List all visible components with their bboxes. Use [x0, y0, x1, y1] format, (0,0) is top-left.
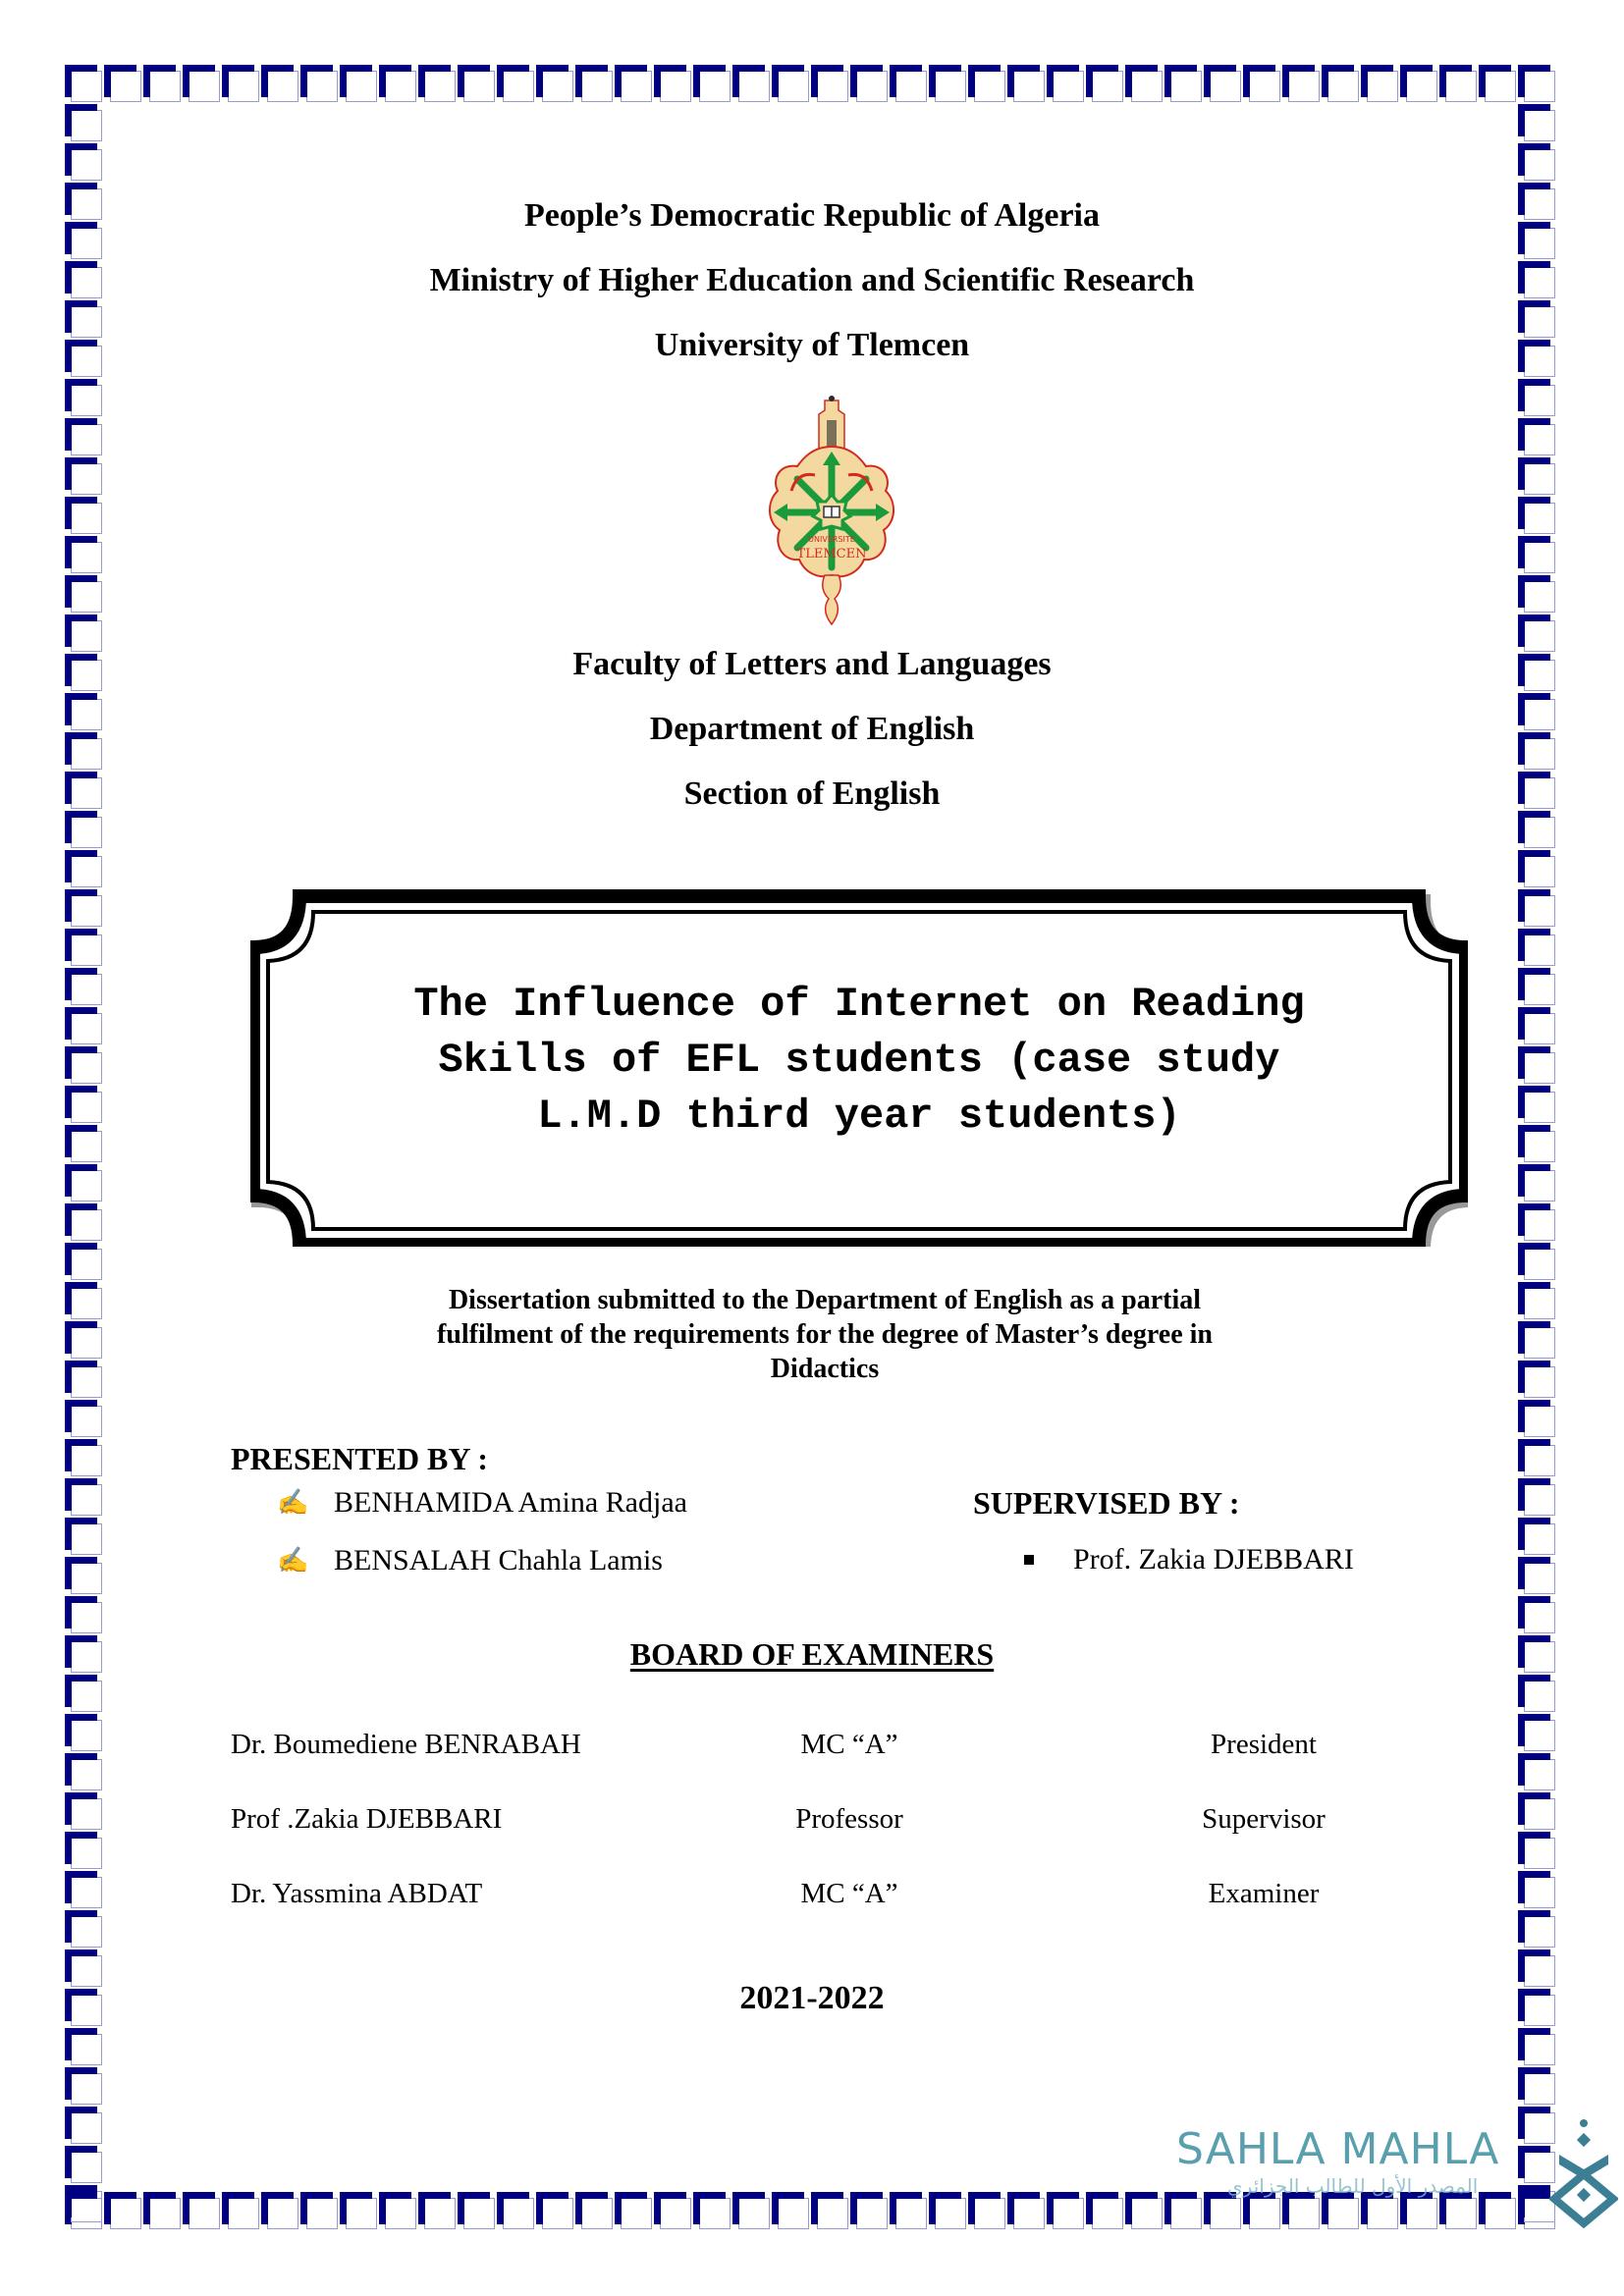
border-tile [65, 1714, 104, 1753]
border-tile [458, 65, 497, 104]
border-tile [1518, 1832, 1557, 1871]
border-tile [65, 104, 104, 143]
border-tile [1518, 1792, 1557, 1832]
border-tile [183, 2192, 222, 2231]
border-tile [1518, 889, 1557, 929]
examiner-row [231, 1799, 1409, 1839]
border-tile [65, 1910, 104, 1949]
border-tile [418, 65, 458, 104]
border-tile [1243, 65, 1282, 104]
border-tile [300, 65, 340, 104]
border-tile [65, 1478, 104, 1518]
border-tile [1518, 850, 1557, 889]
border-tile [418, 2192, 458, 2231]
examiner-name: Dr. Yassmina ABDAT [231, 1878, 483, 1909]
examiner-role: Supervisor [1202, 1803, 1326, 1835]
sahla-mahla-logo-icon [1549, 2115, 1618, 2233]
supervised-by-heading: SUPERVISED BY : [973, 1485, 1240, 1521]
border-tile [458, 2192, 497, 2231]
border-tile [1518, 104, 1557, 143]
border-tile [222, 65, 261, 104]
border-tile [1518, 1164, 1557, 1203]
border-tile [1518, 457, 1557, 497]
border-tile [65, 379, 104, 418]
border-tile [497, 2192, 536, 2231]
border-tile [65, 1243, 104, 1282]
border-tile [65, 418, 104, 457]
dissertation-title [270, 977, 1448, 1145]
border-tile [1086, 65, 1125, 104]
border-tile [261, 2192, 300, 2231]
border-tile [65, 536, 104, 575]
border-tile [104, 65, 143, 104]
border-tile [1518, 2028, 1557, 2067]
border-tile [340, 65, 379, 104]
faculty-name: Faculty of Letters and Languages [572, 646, 1052, 682]
border-tile [772, 65, 811, 104]
border-tile [1086, 2192, 1125, 2231]
border-tile [536, 2192, 575, 2231]
border-tile [65, 2067, 104, 2107]
border-tile [1479, 65, 1518, 104]
border-tile [1518, 811, 1557, 850]
border-tile [1518, 1243, 1557, 1282]
border-tile [65, 1675, 104, 1714]
submission-statement: Dissertation submitted to the Department of English as a partial fulfilment of the requirements for the degree of Master’s degree in Didactics [436, 1285, 1213, 1384]
university-name: University of Tlemcen [654, 327, 970, 363]
border-tile [1282, 65, 1322, 104]
border-tile [1518, 1400, 1557, 1439]
presented-by-heading: PRESENTED BY : [231, 1441, 488, 1476]
border-tile [65, 575, 104, 614]
border-tile [65, 2107, 104, 2146]
border-tile [104, 2192, 143, 2231]
border-tile [1518, 1361, 1557, 1400]
border-tile [65, 889, 104, 929]
border-tile [811, 65, 850, 104]
border-tile [1518, 1910, 1557, 1949]
border-tile [1439, 65, 1479, 104]
board-of-examiners-heading: BOARD OF EXAMINERS [629, 1636, 995, 1672]
border-tile [497, 65, 536, 104]
examiner-name: Dr. Boumediene BENRABAH [231, 1729, 581, 1760]
border-tile [65, 1557, 104, 1596]
author-1: ✍ BENHAMIDA Amina Radjaa [277, 1486, 687, 1519]
border-tile [65, 1282, 104, 1321]
border-tile [850, 65, 890, 104]
border-tile [1518, 497, 1557, 536]
border-tile [1047, 65, 1086, 104]
border-tile [693, 2192, 732, 2231]
examiner-grade: MC “A” [800, 1878, 898, 1909]
examiner-row [231, 1725, 1409, 1764]
writing-hand-icon: ✍ [277, 1488, 309, 1517]
border-tile [929, 65, 968, 104]
examiner-role: President [1211, 1729, 1317, 1760]
author-2: ✍ BENSALAH Chahla Lamis [277, 1544, 663, 1576]
border-tile [65, 1007, 104, 1046]
border-tile [65, 1203, 104, 1243]
examiner-grade: MC “A” [800, 1729, 898, 1760]
border-tile [1125, 2192, 1164, 2231]
border-tile [65, 1518, 104, 1557]
border-tile [1518, 1203, 1557, 1243]
border-tile [615, 2192, 654, 2231]
border-tile [1518, 379, 1557, 418]
department-name: Department of English [649, 711, 975, 747]
border-tile [1007, 2192, 1047, 2231]
border-tile [654, 2192, 693, 2231]
border-tile [1125, 65, 1164, 104]
border-tile [811, 2192, 850, 2231]
border-tile [65, 1361, 104, 1400]
border-tile [1518, 536, 1557, 575]
examiner-grade: Professor [795, 1803, 903, 1835]
border-tile [1518, 929, 1557, 968]
border-tile [850, 2192, 890, 2231]
border-tile [65, 65, 104, 104]
border-tile [65, 811, 104, 850]
border-tile [143, 2192, 183, 2231]
watermark-subtext: المصدر الأول للطالب الجزائري [1227, 2174, 1479, 2198]
examiner-role: Examiner [1208, 1878, 1320, 1909]
border-tile [615, 65, 654, 104]
border-tile [65, 1596, 104, 1635]
border-tile [65, 143, 104, 183]
watermark-text: SAHLA MAHLA [1176, 2124, 1500, 2174]
border-tile [536, 65, 575, 104]
border-tile [1400, 65, 1439, 104]
border-tile [1322, 65, 1361, 104]
ministry-name: Ministry of Higher Education and Scientific Research [429, 262, 1195, 298]
border-tile [1518, 65, 1557, 104]
border-tile [654, 65, 693, 104]
country-name: People’s Democratic Republic of Algeria [523, 197, 1101, 234]
border-tile [65, 2185, 104, 2224]
border-tile [65, 1046, 104, 1086]
border-tile [65, 457, 104, 497]
border-tile [1518, 1439, 1557, 1478]
border-tile [1361, 65, 1400, 104]
border-tile [379, 2192, 418, 2231]
border-tile [379, 65, 418, 104]
border-tile [732, 2192, 772, 2231]
border-tile [65, 1753, 104, 1792]
border-tile [65, 497, 104, 536]
border-tile [772, 2192, 811, 2231]
border-tile [261, 65, 300, 104]
title-line-1: The Influence of Internet on Reading [413, 981, 1305, 1028]
border-tile [1518, 1478, 1557, 1518]
border-tile [300, 2192, 340, 2231]
border-tile [1518, 1282, 1557, 1321]
border-tile [1518, 1596, 1557, 1635]
border-tile [143, 65, 183, 104]
border-tile [1518, 2067, 1557, 2107]
border-tile [222, 2192, 261, 2231]
border-tile [1518, 1007, 1557, 1046]
border-tile [575, 2192, 615, 2231]
border-tile [65, 1321, 104, 1361]
academic-year: 2021-2022 [739, 1980, 885, 2016]
border-tile [1518, 575, 1557, 614]
examiner-name: Prof .Zakia DJEBBARI [231, 1803, 503, 1835]
border-tile [693, 65, 732, 104]
section-name: Section of English [683, 775, 941, 812]
border-tile [1518, 1675, 1557, 1714]
bullet-square-icon [1024, 1555, 1034, 1565]
sahla-mahla-watermark [1168, 2125, 1561, 2223]
border-tile [65, 2146, 104, 2185]
border-tile [183, 65, 222, 104]
border-tile [65, 1792, 104, 1832]
border-tile [65, 850, 104, 889]
border-tile [1007, 65, 1047, 104]
university-emblem-icon [768, 393, 895, 628]
title-line-2: Skills of EFL students (case study [438, 1037, 1280, 1084]
border-tile [1518, 1518, 1557, 1557]
border-tile [1518, 1046, 1557, 1086]
border-tile [1518, 1871, 1557, 1910]
border-tile [968, 65, 1007, 104]
border-tile [65, 1832, 104, 1871]
border-tile [1518, 143, 1557, 183]
border-tile [890, 65, 929, 104]
border-tile [1518, 1557, 1557, 1596]
border-tile [1518, 968, 1557, 1007]
border-tile [65, 968, 104, 1007]
border-tile [1518, 418, 1557, 457]
border-tile [890, 2192, 929, 2231]
border-tile [1518, 1753, 1557, 1792]
border-tile [340, 2192, 379, 2231]
examiner-row [231, 1874, 1409, 1913]
border-tile [65, 2028, 104, 2067]
border-tile [1518, 1086, 1557, 1125]
border-tile [1518, 1321, 1557, 1361]
border-tile [929, 2192, 968, 2231]
border-tile [732, 65, 772, 104]
border-tile [1204, 65, 1243, 104]
border-tile [65, 1439, 104, 1478]
border-tile [1164, 65, 1204, 104]
border-tile [575, 65, 615, 104]
border-tile [65, 1164, 104, 1203]
border-tile [1518, 1125, 1557, 1164]
svg-text:UNIVERSITE: UNIVERSITE [808, 535, 855, 544]
title-line-3: L.M.D third year students) [537, 1093, 1181, 1140]
supervisor: Prof. Zakia DJEBBARI [1024, 1542, 1354, 1577]
border-tile [65, 1871, 104, 1910]
border-tile [65, 1125, 104, 1164]
border-tile [65, 1086, 104, 1125]
border-tile [65, 1400, 104, 1439]
svg-text:TLEMCEN: TLEMCEN [796, 547, 867, 561]
writing-hand-icon: ✍ [277, 1546, 309, 1575]
border-tile [1518, 1714, 1557, 1753]
border-tile [968, 2192, 1007, 2231]
border-tile [65, 929, 104, 968]
border-tile [1047, 2192, 1086, 2231]
